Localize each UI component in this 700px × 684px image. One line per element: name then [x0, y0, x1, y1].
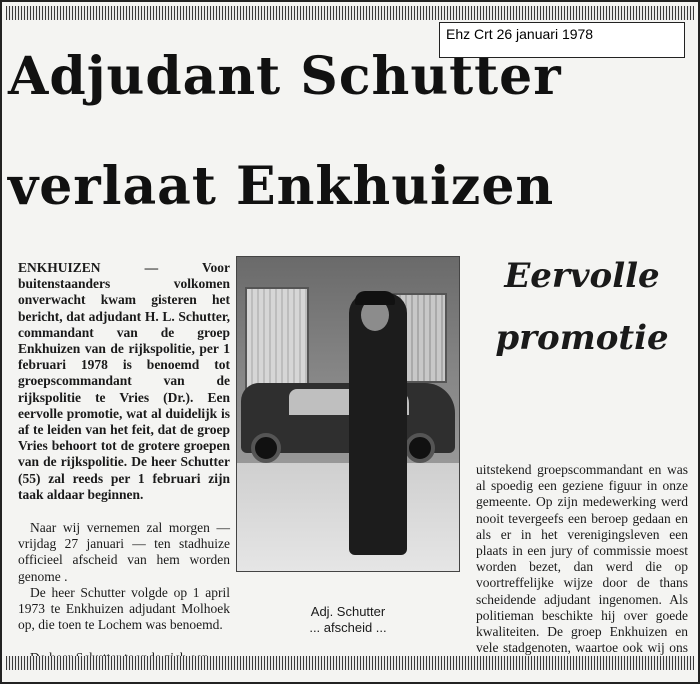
photo-caption	[288, 604, 408, 636]
paragraph-farewell: Naar wij vernemen zal morgen — vrijdag 27 januari — ten stadhuize officieel afscheid van hem worden genome .	[18, 520, 230, 584]
top-border-stripe	[6, 6, 694, 20]
dateline: ENKHUIZEN —	[18, 260, 159, 275]
photo-officer-figure	[349, 293, 407, 555]
photo-car-wheel	[251, 433, 281, 463]
bottom-border-stripe	[6, 656, 694, 670]
paragraph-succession: De heer Schutter volgde op 1 april 1973 te Enkhuizen adjudant Molhoek op, die toen te Lochem was benoemd.	[18, 585, 230, 633]
headline-line-1: Adjudant Schutter	[8, 46, 562, 107]
photo-officer-cap	[355, 291, 395, 305]
right-column-text: uitstekend groepscommandant en was al spoedig een geziene figuur in onze gemeente. Op zijn medewerking werd nooit tevergeefs een beroep gedaan en als er in het verenigingsleven een plaats in een jury of commissie moest worden bezet, dan werd die op voortreffelijke wijze door de thans scheidende adjudant ingenomen. Als politieman beschikte hij over goede kwaliteiten. De groep Enkhuizen en vele stadgenoten, waartoe ook wij ons	[476, 462, 688, 656]
photo-car-wheel	[405, 433, 435, 463]
headline-line-2: verlaat Enkhuizen	[8, 156, 555, 217]
subhead-line-1: Eervolle	[504, 256, 660, 296]
source-label: Ehz Crt 26 januari 1978	[439, 22, 685, 58]
news-photo	[236, 256, 460, 572]
lead-paragraph	[18, 260, 230, 503]
caption-line-1: Adj. Schutter	[310, 604, 386, 619]
photo-window	[245, 287, 309, 395]
subhead-line-2: promotie	[495, 318, 669, 358]
lead-text: Voor buitenstaanders volkomen onverwacht kwam gisteren het bericht, dat adjudant H. L. Schutter, commandant van de groep Enkhuizen van de rijkspolitie, per 1 februari 1978 is benoemd tot groepscommandant van de rijkspolitie te Vries (Dr.). Een eervolle promotie, wat al duidelijk is af te leiden van het feit, dat de groep Vries behoort tot de grotere groepen van de rijkspolitie. De heer Schutter (55) zal reeds per 1 februari zijn taak aldaar beginnen.	[18, 260, 230, 502]
caption-line-2: ... afscheid ...	[309, 620, 387, 635]
